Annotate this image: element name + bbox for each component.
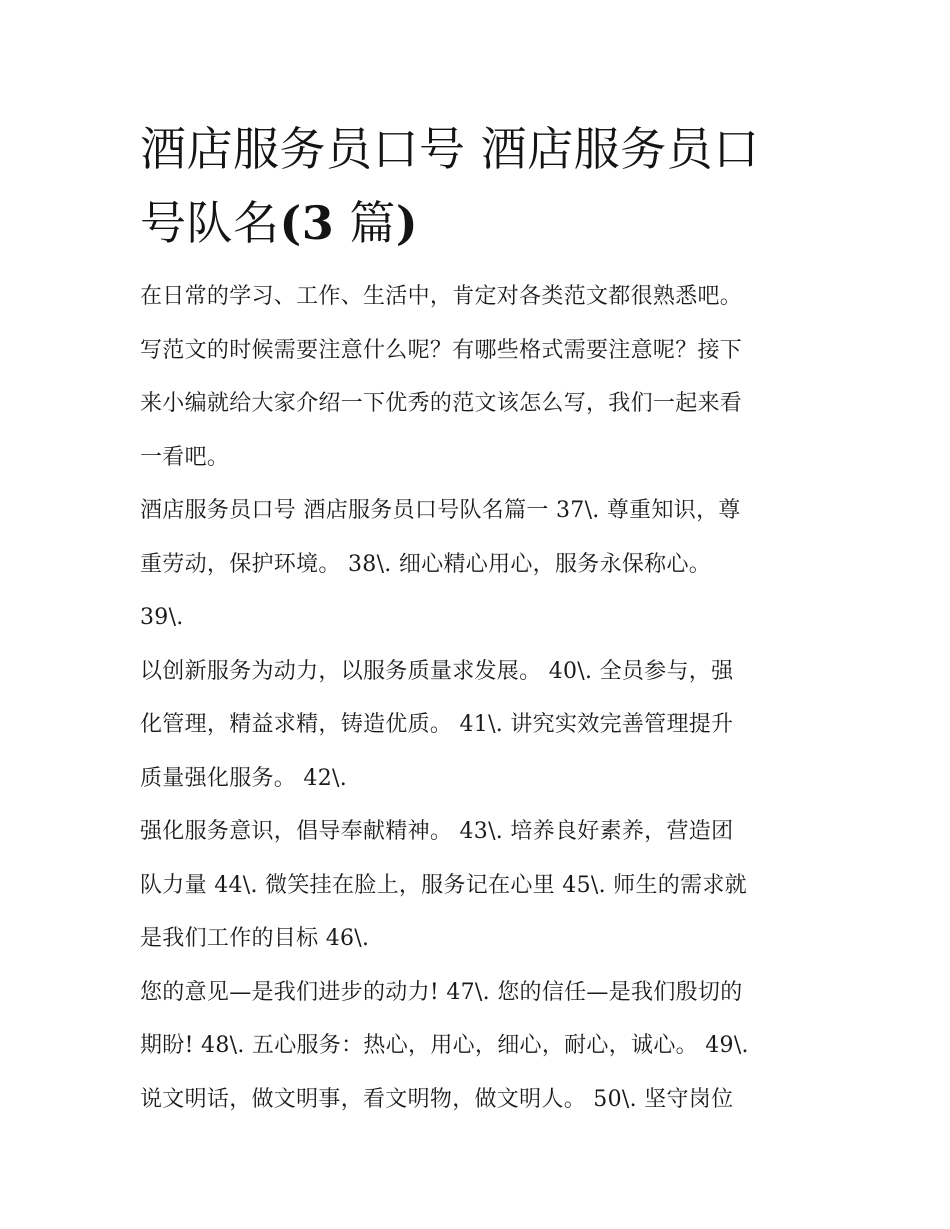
body-line: 队力量 44\. 微笑挂在脸上，服务记在心里 45\. 师生的需求就 bbox=[140, 872, 747, 898]
body-line: 来小编就给大家介绍一下优秀的范文该怎么写，我们一起来看 bbox=[140, 391, 743, 416]
title-suffix-number: 3 bbox=[301, 196, 335, 250]
body-line: 酒店服务员口号 酒店服务员口号队名篇一 37\. 尊重知识，尊 bbox=[140, 498, 741, 523]
body-line: 以创新服务为动力，以服务质量求发展。 40\. 全员参与，强 bbox=[140, 658, 734, 684]
body-line: 重劳动，保护环境。 38\. 细心精心用心，服务永保称心。 bbox=[140, 551, 712, 577]
document-title bbox=[140, 112, 820, 260]
title-line-2-text: 号队名 bbox=[140, 196, 280, 250]
body-line: 39\. bbox=[140, 605, 184, 630]
body-line: 说文明话，做文明事，看文明物，做文明人。 50\. 坚守岗位 bbox=[140, 1086, 734, 1112]
body-line: 是我们工作的目标 46\. bbox=[140, 926, 370, 951]
body-line: 化管理，精益求精，铸造优质。 41\. 讲究实效完善管理提升 bbox=[140, 712, 734, 737]
body-line: 您的意见—是我们进步的动力! 47\. 您的信任—是我们殷切的 bbox=[140, 979, 743, 1005]
body-line: 一看吧。 bbox=[140, 444, 230, 470]
body-line: 强化服务意识，倡导奉献精神。 43\. 培养良好素养，营造团 bbox=[140, 819, 734, 844]
title-line-1: 酒店服务员口号 酒店服务员口 bbox=[140, 122, 760, 176]
title-suffix-open: ( bbox=[279, 196, 302, 250]
title-line-2 bbox=[140, 186, 820, 260]
document-body bbox=[140, 270, 820, 1126]
body-line: 质量强化服务。 42\. bbox=[140, 765, 347, 791]
body-line: 期盼! 48\. 五心服务：热心，用心，细心，耐心，诚心。 49\. bbox=[140, 1033, 749, 1058]
title-suffix-word: 篇 bbox=[334, 196, 396, 250]
body-line: 写范文的时候需要注意什么呢？有哪些格式需要注意呢？接下 bbox=[140, 337, 743, 363]
title-suffix-close: ) bbox=[395, 196, 419, 250]
body-line: 在日常的学习、工作、生活中，肯定对各类范文都很熟悉吧。 bbox=[140, 284, 743, 309]
